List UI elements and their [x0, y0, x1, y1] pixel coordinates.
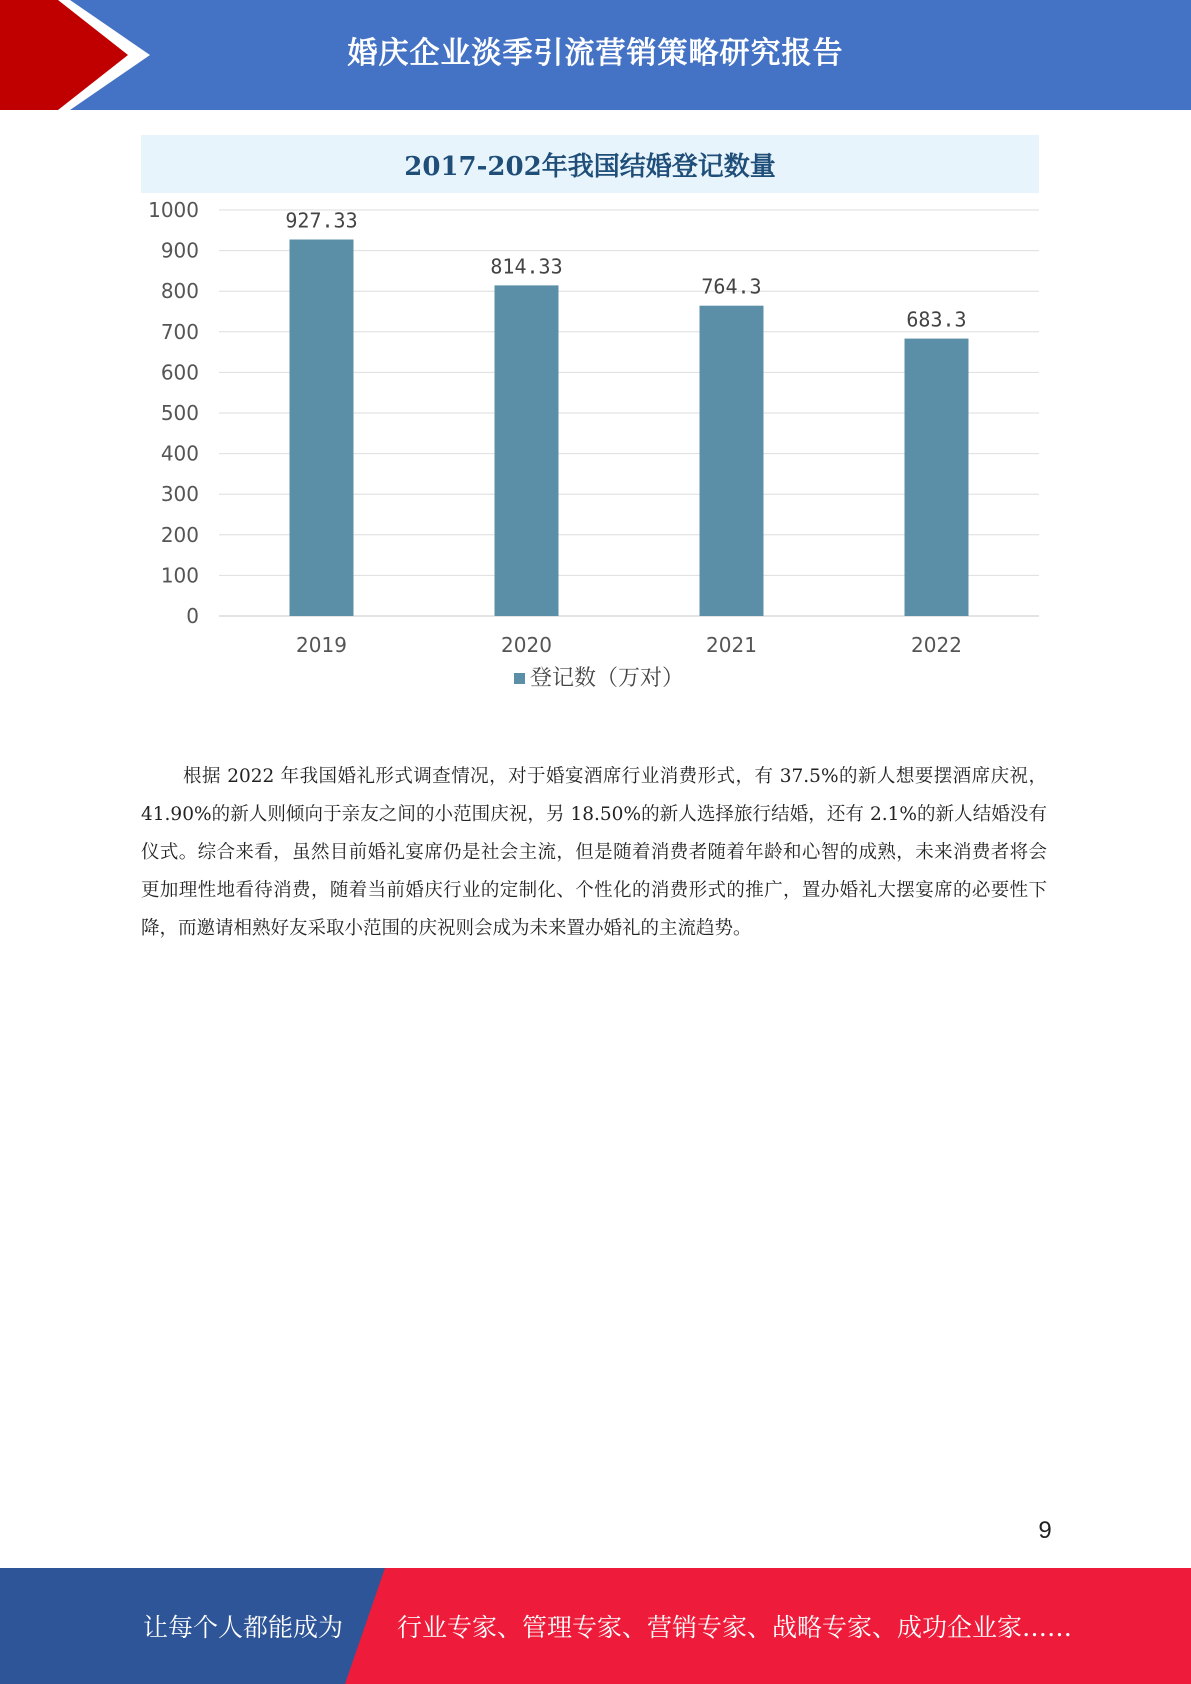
y-tick-label: 400	[160, 441, 199, 466]
bar-2019	[290, 240, 354, 616]
body-paragraph: 根据 2022 年我国婚礼形式调查情况，对于婚宴酒席行业消费形式，有 37.5%的新人想要摆酒席庆祝，41.90%的新人则倾向于亲友之间的小范围庆祝，另 18.50%的新人选择旅行结婚，还有 2.1%的新人结婚没有仪式。综合来看，虽然目前婚礼宴席仍是社会主流，但是随着消费者随着年龄和心智的成熟，未来消费者将会更加理性地看待消费，随着当前婚庆行业的定制化、个性化的消费形式的推广，置办婚礼大摆宴席的必要性下降，而邀请相熟好友采取小范围的庆祝则会成为未来置办婚礼的主流趋势。	[141, 766, 1047, 939]
data-label-2020: 814.33	[490, 254, 563, 279]
x-tick-label: 2021	[706, 633, 757, 657]
x-tick-label: 2019	[296, 633, 347, 657]
data-label-2019: 927.33	[285, 208, 358, 233]
y-tick-label: 0	[186, 604, 199, 628]
y-tick-label: 900	[160, 238, 199, 263]
data-label-2021: 764.3	[701, 274, 762, 299]
y-tick-label: 500	[160, 401, 199, 425]
page-number: 9	[1038, 1517, 1052, 1544]
x-tick-label: 2020	[501, 633, 552, 657]
y-tick-label: 700	[160, 319, 199, 344]
bar-2020	[495, 285, 559, 616]
y-tick-label: 600	[160, 360, 199, 385]
footer-slogan-left: 让每个人都能成为	[143, 1613, 344, 1642]
y-tick-label: 800	[160, 279, 199, 304]
data-label-2022: 683.3	[906, 307, 967, 332]
footer-slogan-right: 行业专家、管理专家、营销专家、战略专家、成功企业家……	[397, 1613, 1073, 1642]
legend-swatch	[514, 673, 525, 684]
y-tick-label: 200	[160, 522, 199, 547]
y-tick-label: 300	[160, 482, 199, 507]
bar-2021	[700, 306, 764, 616]
page-footer	[0, 1568, 1191, 1684]
x-tick-label: 2022	[911, 633, 962, 657]
bar-2022	[905, 339, 969, 616]
y-tick-label: 100	[160, 563, 199, 588]
marriage-registration-chart	[141, 135, 1039, 710]
chart-title: 2017-202年我国结婚登记数量	[404, 152, 776, 182]
y-tick-label: 1000	[148, 198, 199, 222]
chart-svg	[141, 135, 1039, 710]
page-header	[0, 0, 1191, 110]
report-title: 婚庆企业淡季引流营销策略研究报告	[347, 36, 844, 71]
legend-label: 登记数（万对）	[530, 666, 685, 691]
